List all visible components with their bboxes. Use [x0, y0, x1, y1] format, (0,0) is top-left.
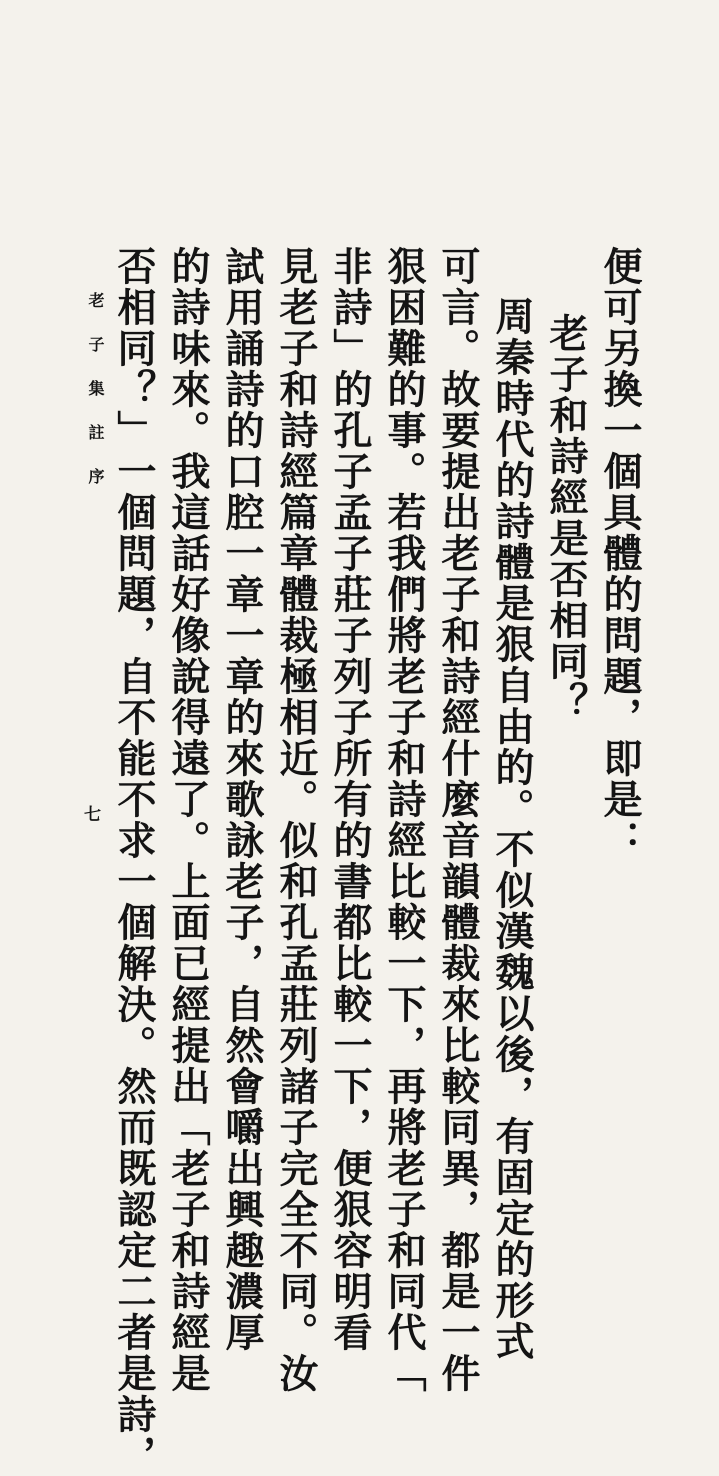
page-number: 七: [84, 805, 101, 825]
text-column-6: 非詩」的孔子孟子莊子列子所有的書都比較一下，便狠容明看: [327, 246, 373, 1353]
running-head: 老子集註序: [86, 292, 105, 512]
text-column-10: 否相同？」一個問題，自不能不求一個解決。然而既認定二者是詩，: [111, 246, 157, 1476]
text-column-8: 試用誦詩的口腔一章一章的來歌詠老子，自然會嚼出興趣濃厚: [219, 246, 265, 1353]
text-column-4: 可言。故要提出老子和詩經什麼音韻體裁來比較同異，都是一件: [435, 246, 481, 1394]
text-column-3: 周秦時代的詩體是狠自由的。不似漢魏以後，有固定的形式: [489, 296, 535, 1362]
text-column-5: 狠困難的事。若我們將老子和詩經比較一下，再將老子和同代「: [381, 246, 427, 1394]
text-column-7: 見老子和詩經篇章體裁極相近。似和孔孟莊列諸子完全不同。汝: [273, 246, 319, 1394]
text-column-2: 老子和詩經是否相同？: [543, 272, 589, 723]
text-column-9: 的詩味來。我這話好像說得遠了。上面已經提出「老子和詩經是: [165, 246, 211, 1394]
text-column-1: 便可另換一個具體的問題，即是：: [597, 246, 643, 861]
